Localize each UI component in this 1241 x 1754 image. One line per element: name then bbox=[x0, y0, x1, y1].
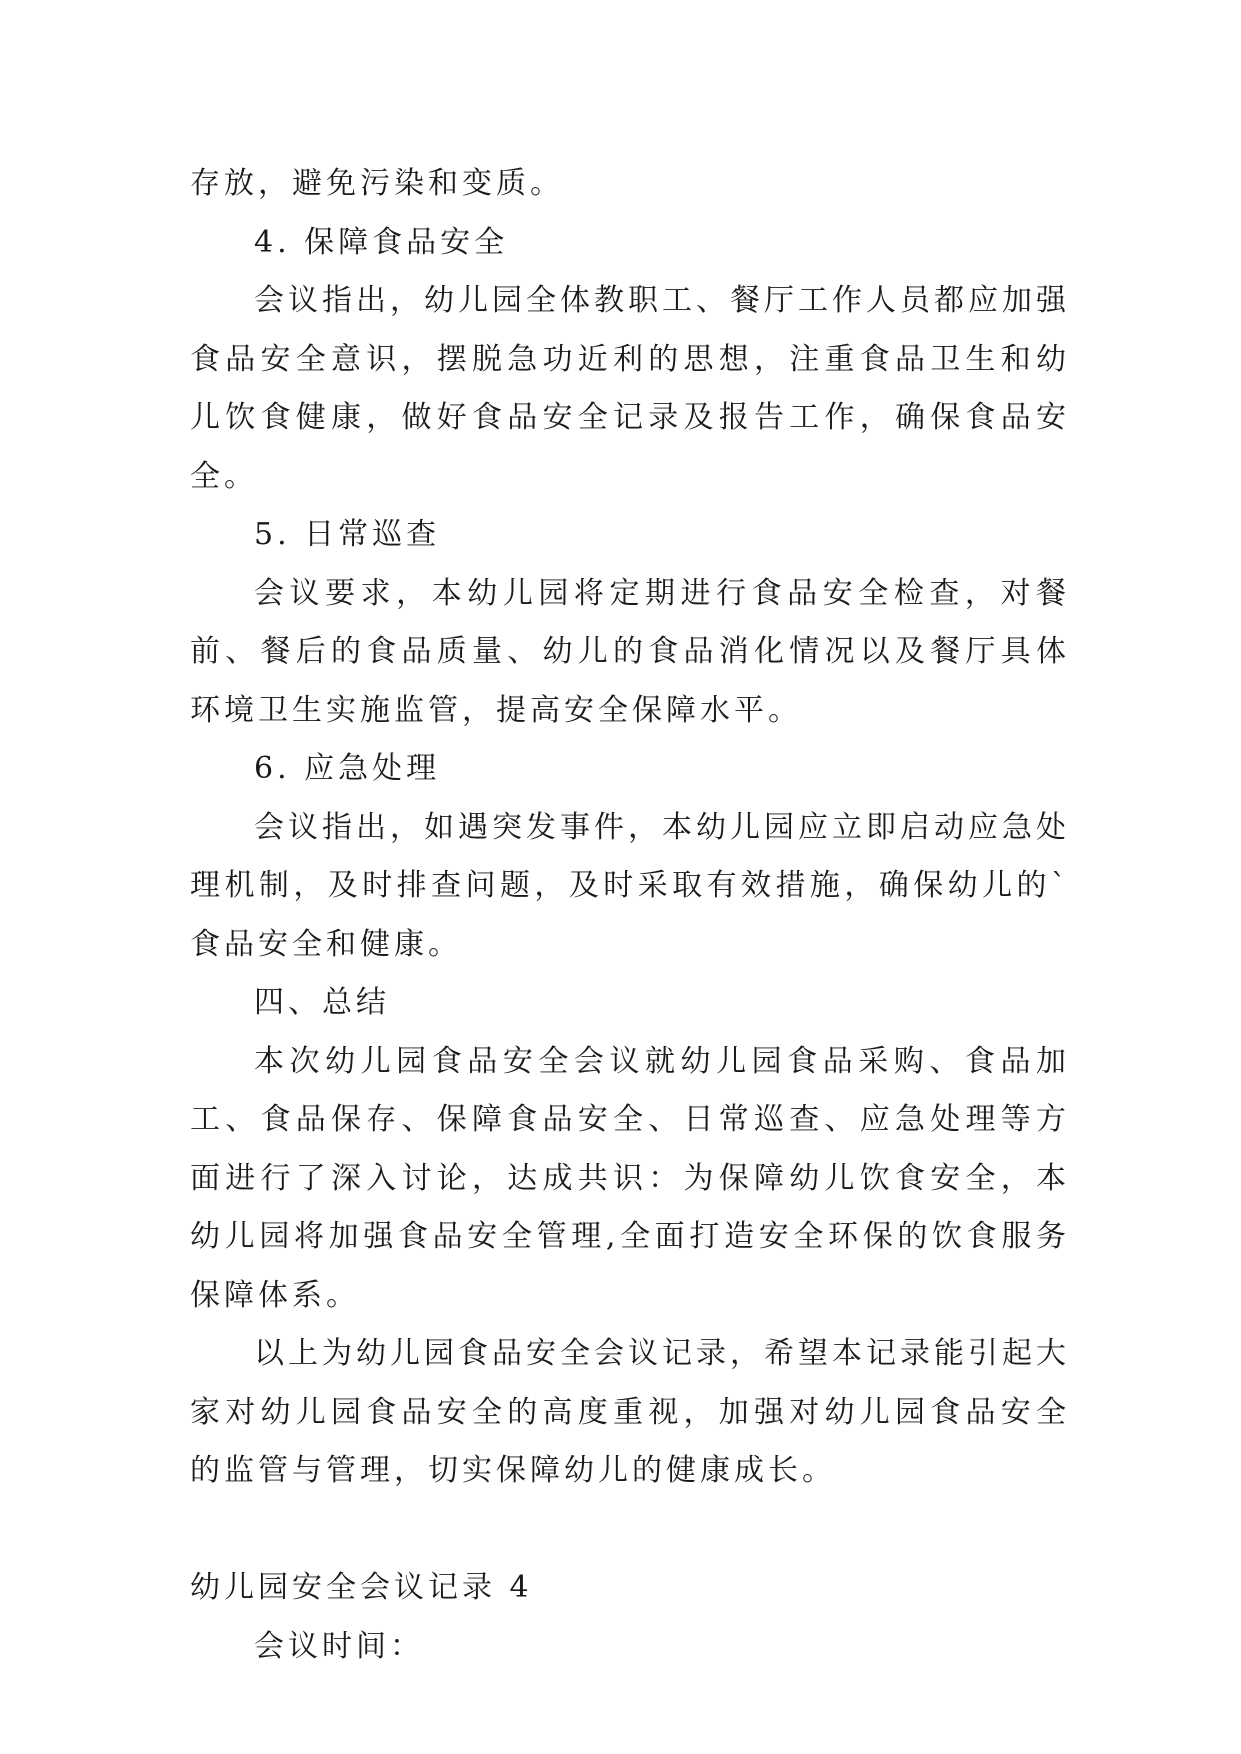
paragraph-conclusion: 以上为幼儿园食品安全会议记录，希望本记录能引起大家对幼儿园食品安全的高度重视，加强对幼儿园食品安全的监管与管理，切实保障幼儿的健康成长。 bbox=[190, 1336, 1070, 1488]
paragraph-emergency: 会议指出，如遇突发事件，本幼儿园应立即启动应急处理机制，及时排查问题，及时采取有效措施，确保幼儿的`食品安全和健康。 bbox=[190, 809, 1070, 962]
paragraph-food-safety: 会议指出，幼儿园全体教职工、餐厅工作人员都应加强食品安全意识，摆脱急功近利的思想，注重食品卫生和幼儿饮食健康，做好食品安全记录及报告工作，确保食品安全。 bbox=[190, 283, 1070, 494]
record-title: 幼儿园安全会议记录 4 bbox=[190, 1570, 533, 1605]
section-heading-emergency: 6. 应急处理 bbox=[254, 751, 441, 786]
continuation-paragraph: 存放，避免污染和变质。 bbox=[190, 166, 564, 201]
section-heading-food-safety: 4. 保障食品安全 bbox=[254, 224, 509, 260]
meeting-time-label: 会议时间： bbox=[254, 1628, 424, 1664]
section-heading-summary: 四、总结 bbox=[254, 985, 390, 1020]
paragraph-summary: 本次幼儿园食品安全会议就幼儿园食品采购、食品加工、食品保存、保障食品安全、日常巡查、应急处理等方面进行了深入讨论，达成共识：为保障幼儿饮食安全，本幼儿园将加强食品安全管理,全面打造安全环保的饮食服务保障体系。 bbox=[190, 1043, 1070, 1313]
document-body bbox=[190, 155, 1070, 1676]
paragraph-daily-inspection: 会议要求，本幼儿园将定期进行食品安全检查，对餐前、餐后的食品质量、幼儿的食品消化情况以及餐厅具体环境卫生实施监管，提高安全保障水平。 bbox=[190, 575, 1070, 728]
section-heading-daily-inspection: 5. 日常巡查 bbox=[254, 517, 441, 552]
